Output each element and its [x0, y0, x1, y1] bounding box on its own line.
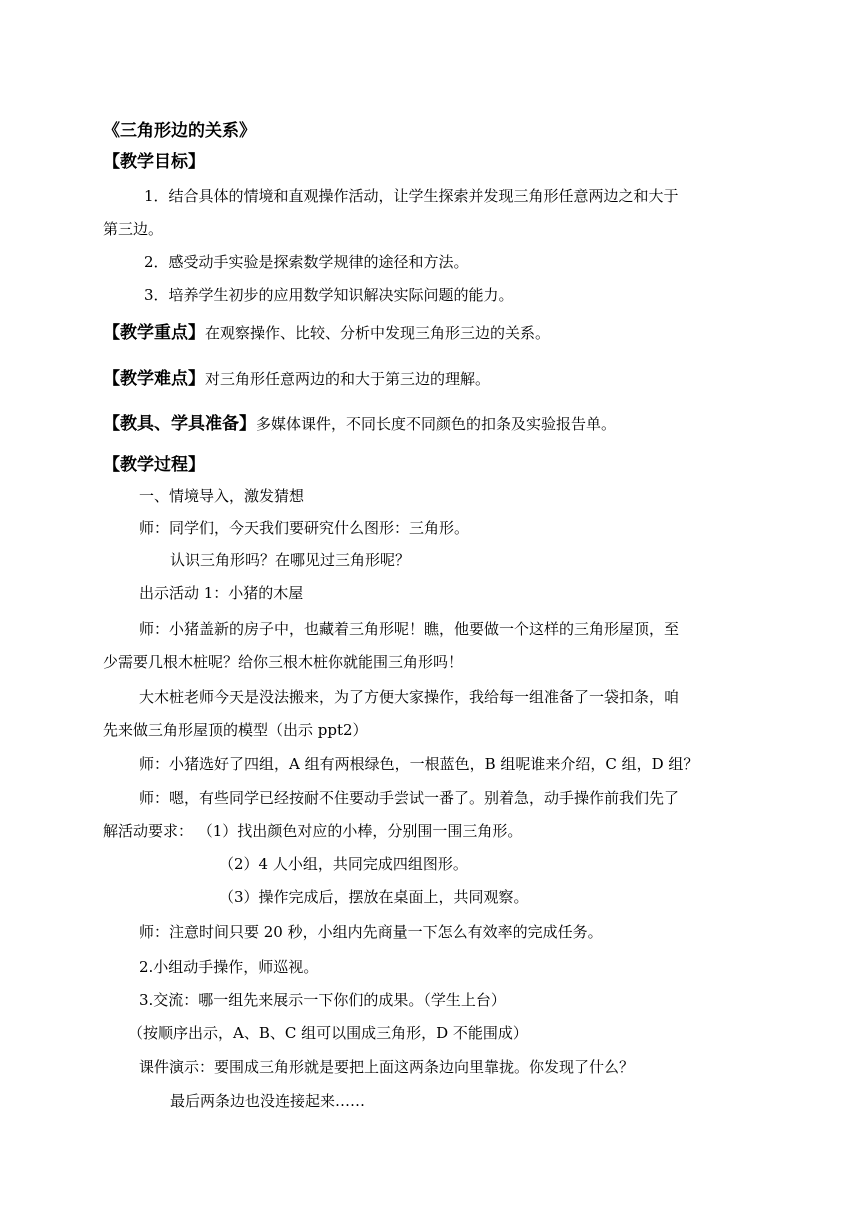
process-paragraph: 认识三角形吗？在哪见过三角形呢？	[170, 551, 411, 569]
goal-2: 2．感受动手实验是探索数学规律的途径和方法。	[144, 253, 469, 271]
key-point-heading: 【教学重点】	[103, 323, 205, 343]
key-point	[103, 323, 550, 343]
process-paragraph: 先来做三角形屋顶的模型（出示 ppt2）	[103, 721, 368, 739]
process-paragraph: 课件演示：要围成三角形就是要把上面这两条边向里靠拢。你发现了什么？	[139, 1058, 635, 1076]
process-paragraph: 一、情境导入，激发猜想	[139, 487, 305, 505]
difficulty-text: 对三角形任意两边的和大于第三边的理解。	[205, 370, 491, 388]
process-heading: 【教学过程】	[103, 455, 205, 475]
process-paragraph: 出示活动 1：小猪的木屋	[139, 584, 304, 602]
tools-text: 多媒体课件，不同长度不同颜色的扣条及实验报告单。	[256, 415, 617, 433]
tools-heading: 【教具、学具准备】	[103, 414, 256, 434]
process-paragraph: 少需要几根木桩呢？给你三根木桩你就能围三角形吗！	[103, 653, 464, 671]
process-paragraph: （2）4 人小组，共同完成四组图形。	[219, 855, 468, 873]
goal-1-line-2: 第三边。	[103, 220, 164, 238]
goal-3: 3．培养学生初步的应用数学知识解决实际问题的能力。	[144, 286, 514, 304]
process-paragraph: （3）操作完成后，摆放在桌面上，共同观察。	[219, 888, 529, 906]
process-paragraph: 师：同学们，今天我们要研究什么图形：三角形。	[139, 519, 470, 537]
process-paragraph: 最后两条边也没连接起来……	[170, 1092, 366, 1110]
process-paragraph: （按顺序出示，A、B、C 组可以围成三角形，D 不能围成）	[128, 1024, 528, 1042]
process-paragraph: 师：注意时间只要 20 秒，小组内先商量一下怎么有效率的完成任务。	[139, 923, 603, 941]
process-paragraph: 3.交流：哪一组先来展示一下你们的成果。（学生上台）	[139, 991, 506, 1009]
goals-heading: 【教学目标】	[103, 152, 205, 172]
process-paragraph: 解活动要求： （1）找出颜色对应的小棒，分别围一围三角形。	[103, 822, 523, 840]
process-paragraph: 师：小猪选好了四组，A 组有两根绿色，一根蓝色，B 组呢谁来介绍，C 组，D 组？	[139, 755, 699, 773]
process-paragraph: 师：小猪盖新的房子中，也藏着三角形呢！瞧，他要做一个这样的三角形屋顶，至	[139, 620, 680, 638]
key-point-text: 在观察操作、比较、分析中发现三角形三边的关系。	[205, 324, 551, 342]
process-paragraph: 师：嗯，有些同学已经按耐不住要动手尝试一番了。别着急，动手操作前我们先了	[139, 789, 680, 807]
tools-prep	[103, 414, 616, 434]
goal-1-line-1: 1．结合具体的情境和直观操作活动，让学生探索并发现三角形任意两边之和大于	[144, 187, 679, 205]
process-paragraph: 2.小组动手操作，师巡视。	[139, 958, 319, 976]
difficulty-heading: 【教学难点】	[103, 369, 205, 389]
process-paragraph: 大木桩老师今天是没法搬来，为了方便大家操作，我给每一组准备了一袋扣条，咱	[139, 688, 680, 706]
difficulty-point	[103, 369, 490, 389]
document-title: 《三角形边的关系》	[103, 121, 256, 141]
